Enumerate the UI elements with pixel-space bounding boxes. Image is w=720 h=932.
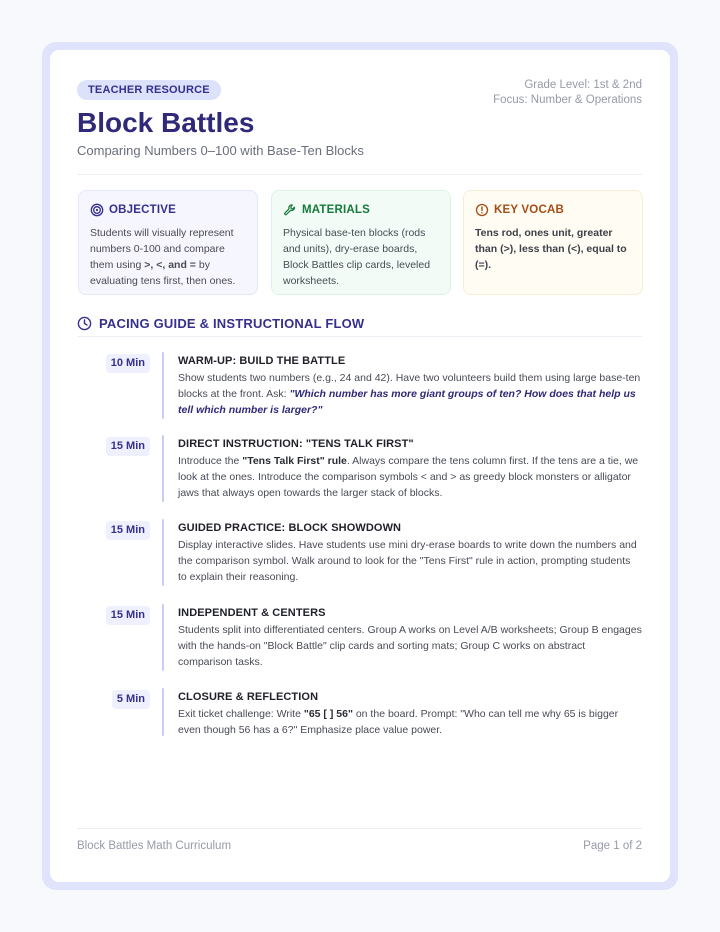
page-footer: [77, 840, 642, 852]
duration-text: 15 Min: [106, 521, 150, 540]
vocab-title: KEY VOCAB: [494, 204, 564, 216]
step-content: [178, 606, 642, 670]
objective-text: [90, 225, 246, 289]
duration-text: 15 Min: [106, 606, 150, 625]
timeline-bar: [162, 352, 164, 419]
step-description: [178, 370, 642, 418]
step-heading: INDEPENDENT & CENTERS: [178, 607, 326, 619]
duration-badge: [100, 606, 150, 625]
step-text: on the board. Prompt: "Who can tell me why 65 is bigger even though 56 has a 6?" Emphasize place value power.: [178, 708, 619, 736]
step-content: [178, 437, 642, 501]
objective-symbols: >, <, and =: [144, 259, 196, 271]
step-heading: CLOSURE & REFLECTION: [178, 691, 319, 703]
step-description: [178, 706, 642, 738]
duration-badge: [100, 354, 150, 373]
duration-badge: [100, 437, 150, 456]
alert-circle-icon: [475, 203, 489, 217]
step-exit-ticket: "65 [ ] 56": [303, 708, 353, 720]
timeline-bar: [162, 688, 164, 736]
timeline-bar: [162, 435, 164, 502]
vocab-text: Tens rod, ones unit, greater than (>), less than (<), equal to (=).: [475, 227, 627, 271]
step-text: Introduce the: [178, 455, 243, 467]
materials-title: MATERIALS: [302, 204, 371, 216]
step-text: Exit ticket challenge: Write: [178, 708, 304, 720]
objective-text-part: by evaluating tens first, then ones.: [90, 259, 236, 287]
vocab-header: [475, 202, 631, 218]
header-meta: [493, 78, 642, 107]
materials-card: [271, 190, 451, 295]
objective-header: [90, 202, 246, 218]
materials-text: Physical base-ten blocks (rods and units), dry-erase boards, Block Battles clip cards, leveled worksheets.: [283, 227, 431, 287]
footer-curriculum: Block Battles Math Curriculum: [77, 840, 232, 852]
duration-badge: [100, 690, 150, 709]
duration-text: 15 Min: [106, 437, 150, 456]
step-content: [178, 521, 642, 585]
step-description: Students split into differentiated centers. Group A works on Level A/B worksheets; Group B engages with the hands-on "Block Battle" clip cards and sorting mats; Group C works on abstract comparison tasks.: [178, 624, 642, 668]
focus-area: Focus: Number & Operations: [493, 93, 642, 106]
wrench-icon: [283, 203, 297, 217]
footer-divider: [77, 828, 642, 829]
objective-title: OBJECTIVE: [109, 204, 176, 216]
timeline-bar: [162, 604, 164, 671]
duration-text: 10 Min: [106, 354, 150, 373]
step-content: [178, 690, 642, 738]
objective-card: [78, 190, 258, 295]
clock-icon: [77, 316, 92, 331]
vocab-card: [463, 190, 643, 295]
step-description: [178, 453, 642, 501]
page-subtitle: Comparing Numbers 0–100 with Base-Ten Blocks: [77, 143, 364, 158]
step-text: Show students two numbers (e.g., 24 and 42). Have two volunteers build them using large base-ten blocks at the front. Ask:: [178, 372, 641, 400]
pacing-title: PACING GUIDE & INSTRUCTIONAL FLOW: [99, 316, 365, 331]
step-heading: GUIDED PRACTICE: BLOCK SHOWDOWN: [178, 522, 402, 534]
duration-badge: [100, 521, 150, 540]
step-text: . Always compare the tens column first. If the tens are a tie, we look at the ones. Introduce the comparison symbols < and > as greedy block monsters or alligator jaws that always open towards the larger stack of blocks.: [178, 455, 639, 499]
page-number: Page 1 of 2: [583, 840, 642, 852]
timeline-bar: [162, 519, 164, 586]
materials-header: [283, 202, 439, 218]
step-heading: WARM-UP: BUILD THE BATTLE: [178, 355, 346, 367]
page-title: Block Battles: [77, 107, 255, 138]
step-heading: DIRECT INSTRUCTION: "TENS TALK FIRST": [178, 438, 414, 450]
resource-badge: TEACHER RESOURCE: [77, 80, 221, 100]
pacing-header: [77, 316, 364, 331]
step-rule: "Tens Talk First" rule: [242, 455, 347, 467]
step-content: [178, 354, 642, 418]
grade-level: Grade Level: 1st & 2nd: [524, 79, 642, 91]
pacing-divider: [77, 336, 642, 337]
target-icon: [90, 203, 104, 217]
document-page: [50, 50, 670, 882]
objective-text-part: Students will visually represent numbers 0-100 and compare them using: [90, 227, 234, 271]
page-frame: [42, 42, 678, 890]
header-divider: [77, 174, 642, 175]
duration-text: 5 Min: [112, 690, 150, 709]
step-description: Display interactive slides. Have students use mini dry-erase boards to write down the numbers and the comparison symbol. Walk around to look for the "Tens First" rule in action, prompting students to explain their reasoning.: [178, 539, 637, 583]
step-question: "Which number has more giant groups of ten? How does that help us tell which number is larger?": [178, 388, 636, 416]
